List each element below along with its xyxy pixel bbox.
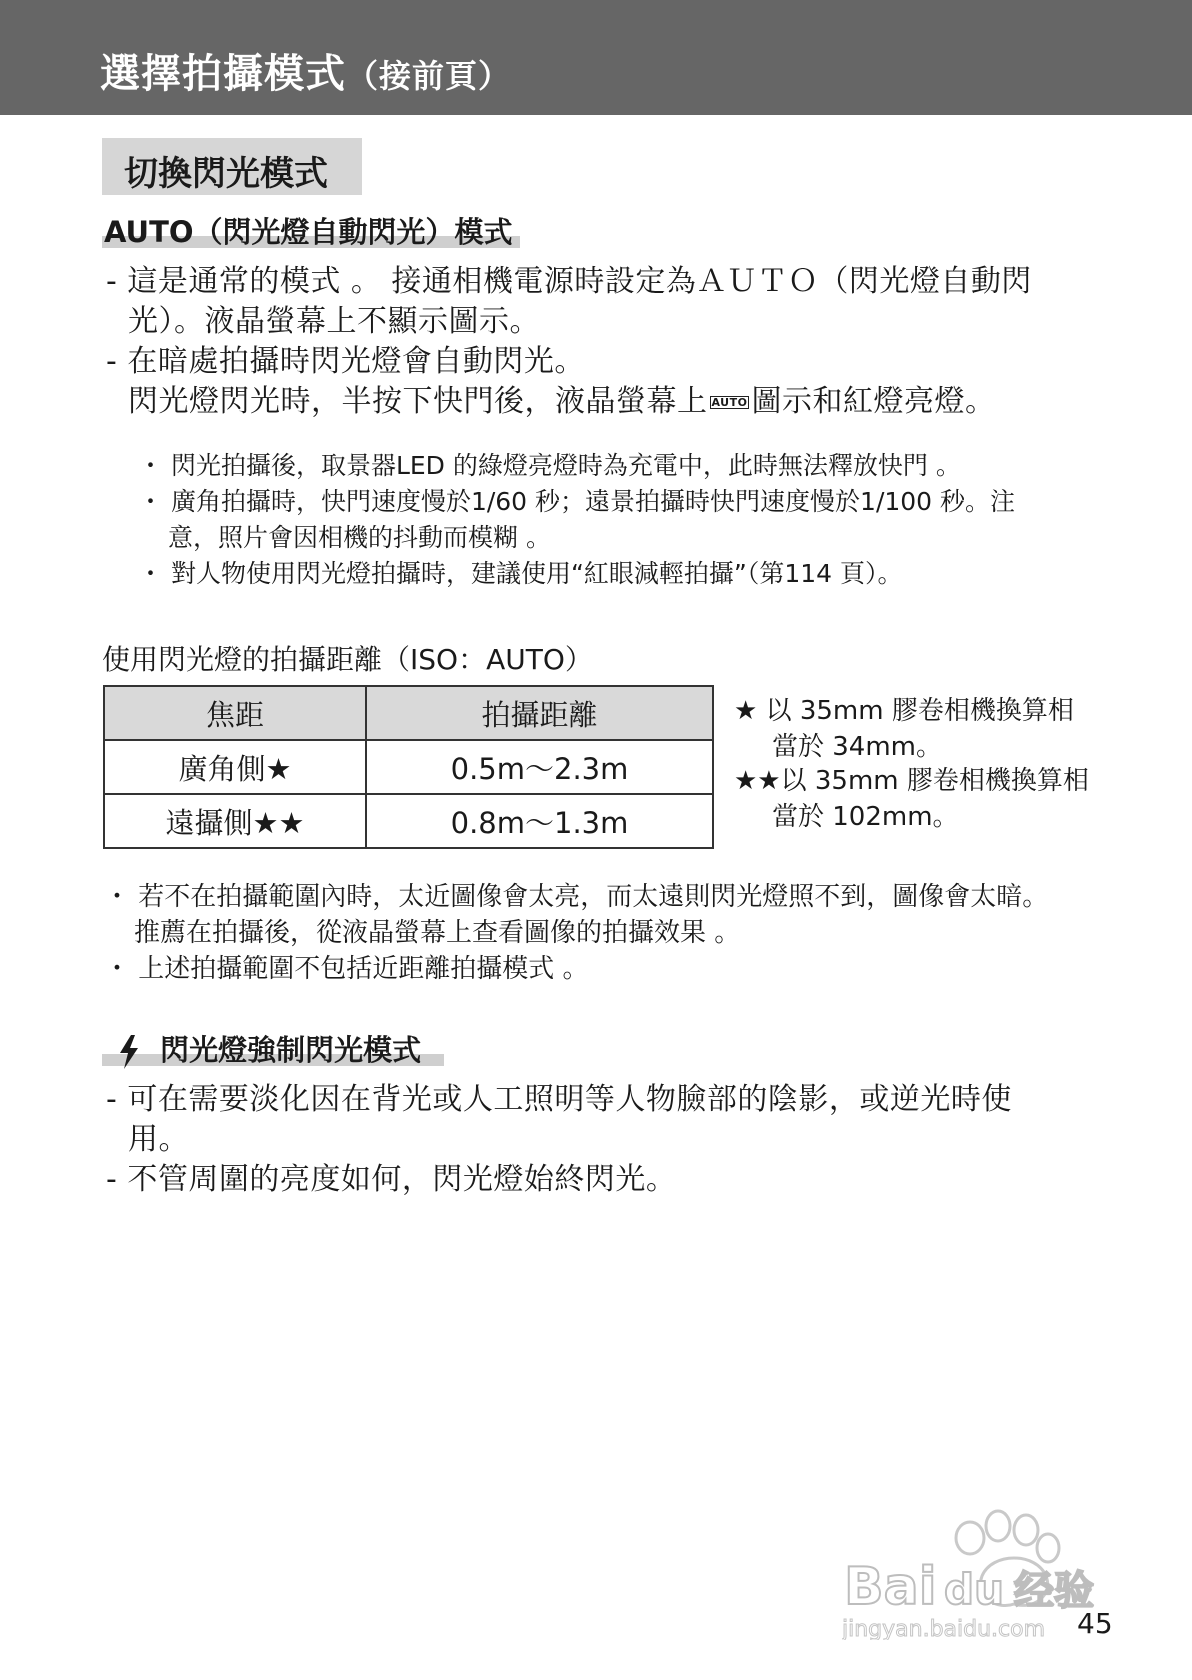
table-cell-focal: 遠攝側★★	[104, 794, 366, 848]
star-note-2: ★★以 35mm 膠卷相機換算相	[734, 766, 1089, 796]
star-note-1: ★ 以 35mm 膠卷相機換算相	[734, 696, 1074, 726]
watermark-brand: Bai	[844, 1557, 937, 1617]
watermark-brand-mid: du	[944, 1565, 1004, 1614]
flash-icon	[118, 1035, 140, 1069]
distance-caption: 使用閃光燈的拍攝距離（ISO：AUTO）	[102, 643, 593, 676]
auto-line-1: - 這是通常的模式 。 接通相機電源時設定為ＡＵＴＯ（閃光燈自動閃	[106, 264, 1032, 299]
star-note-2-cont: 當於 102mm。	[772, 802, 959, 832]
forced-flash-heading	[118, 1028, 421, 1069]
auto-line-4-before: 閃光燈閃光時，半按下快門後，液晶螢幕上	[128, 384, 708, 419]
forced-line-3: - 不管周圍的亮度如何，閃光燈始終閃光。	[106, 1162, 677, 1197]
auto-note-1: ・ 閃光拍攝後，取景器LED 的綠燈亮燈時為充電中，此時無法釋放快門 。	[138, 451, 961, 480]
auto-line-3: - 在暗處拍攝時閃光燈會自動閃光。	[106, 344, 585, 379]
page-title-continued: （接前頁）	[346, 57, 512, 95]
table-row	[104, 740, 713, 794]
star-note-1-cont: 當於 34mm。	[772, 732, 943, 762]
table-header-row	[104, 686, 713, 740]
table-cell-focal: 廣角側★	[104, 740, 366, 794]
page-title-text: 選擇拍攝模式	[100, 51, 346, 97]
auto-note-2: ・ 廣角拍攝時，快門速度慢於1/60 秒；遠景拍攝時快門速度慢於1/100 秒。注	[138, 487, 1016, 516]
section-title: 切換閃光模式	[124, 154, 328, 194]
distance-remark-1: ・ 若不在拍攝範圍內時，太近圖像會太亮，而太遠則閃光燈照不到，圖像會太暗。	[104, 882, 1049, 912]
page-title	[100, 42, 511, 99]
table-header-focal: 焦距	[104, 686, 366, 740]
auto-mode-heading: AUTO（閃光燈自動閃光）模式	[104, 215, 513, 249]
distance-remark-2: ・ 上述拍攝範圍不包括近距離拍攝模式 。	[104, 954, 589, 984]
distance-remark-1-cont: 推薦在拍攝後，從液晶螢幕上查看圖像的拍攝效果 。	[134, 918, 741, 948]
table-row	[104, 794, 713, 848]
table-header-distance: 拍攝距離	[366, 686, 713, 740]
forced-line-1: - 可在需要淡化因在背光或人工照明等人物臉部的陰影，或逆光時使	[106, 1082, 1012, 1117]
auto-line-2: 光）。液晶螢幕上不顯示圖示。	[128, 304, 540, 339]
flash-distance-table	[103, 685, 714, 849]
forced-flash-heading-text: 閃光燈強制閃光模式	[160, 1033, 422, 1067]
watermark-url: jingyan.baidu.com	[842, 1617, 1046, 1640]
auto-note-4: ・ 對人物使用閃光燈拍攝時，建議使用“紅眼減輕拍攝”（第114 頁）。	[138, 559, 903, 588]
table-cell-distance: 0.5m～2.3m	[366, 740, 713, 794]
auto-note-3: 意，照片會因相機的抖動而模糊 。	[168, 523, 551, 552]
page-number: 45	[1077, 1607, 1113, 1640]
watermark-brand-suffix: 经验	[1014, 1568, 1094, 1614]
auto-line-4	[128, 376, 995, 420]
table-cell-distance: 0.8m～1.3m	[366, 794, 713, 848]
flash-auto-icon: AUTO	[711, 396, 748, 409]
auto-line-4-after: 圖示和紅燈亮燈。	[751, 384, 996, 419]
forced-line-2: 用。	[128, 1122, 189, 1157]
